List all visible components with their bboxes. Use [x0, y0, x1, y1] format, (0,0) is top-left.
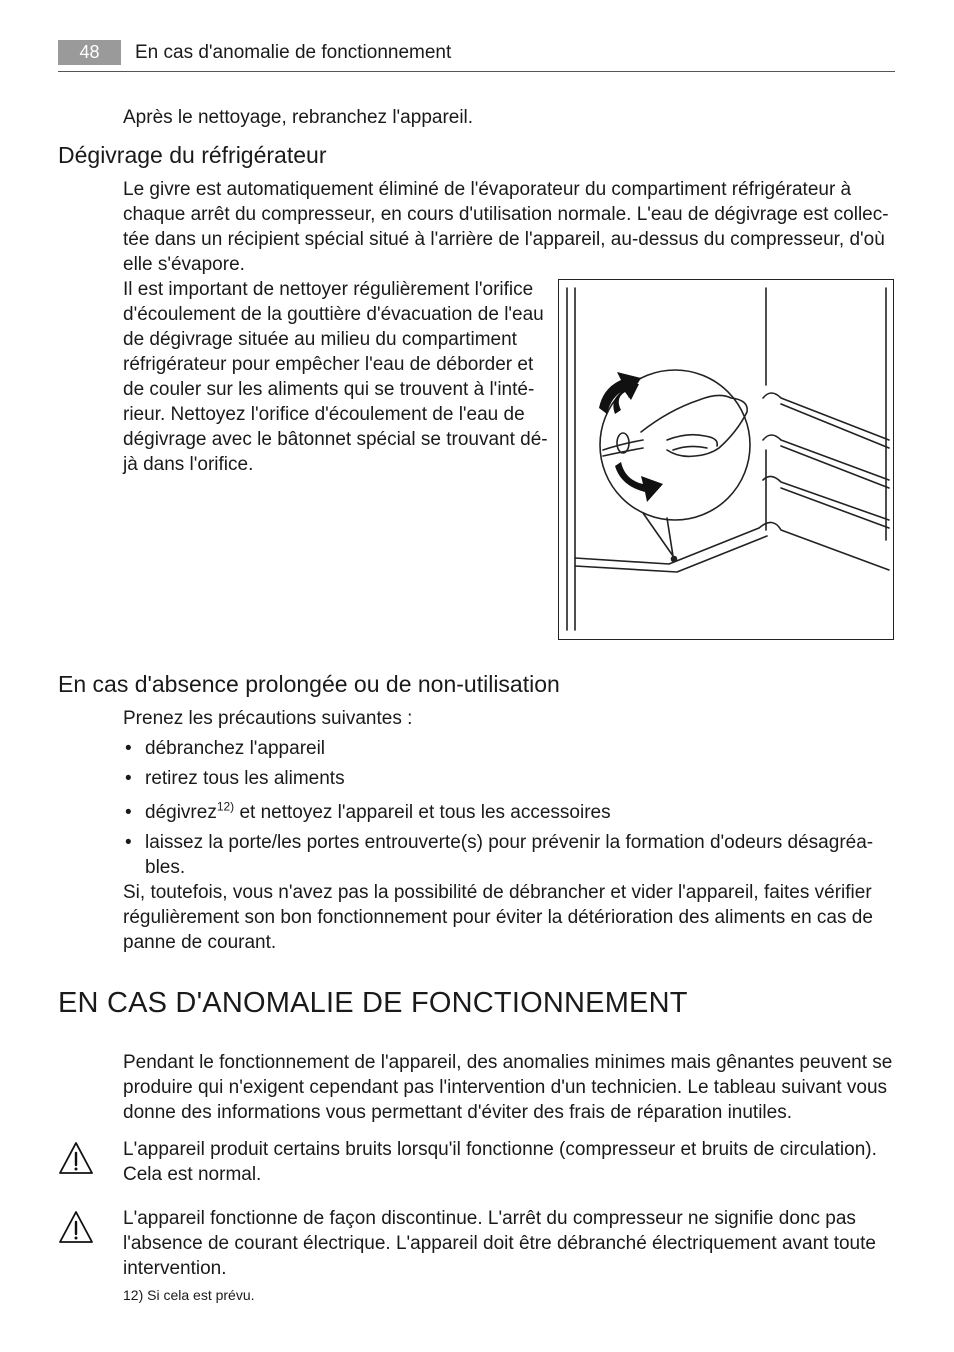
footnote-reference: 12) [216, 799, 235, 814]
text-line: L'appareil produit certains bruits lorsqu'il fonctionne (compresseur et bruits de circulation). [123, 1139, 877, 1160]
list-item-text: laissez la porte/les portes entrouverte(s) pour prévenir la formation d'odeurs désagréa- [145, 832, 874, 853]
page-number: 48 [58, 40, 121, 65]
text-line: rieur. Nettoyez l'orifice d'écoulement de l'eau de [123, 404, 525, 425]
list-item-text: retirez tous les aliments [145, 768, 345, 789]
text-line: Cela est normal. [123, 1164, 262, 1185]
list-item-text: dégivrez [145, 802, 217, 823]
text-line: l'absence de courant électrique. L'appareil doit être débranché électriquement avant toute [123, 1233, 876, 1254]
text-line: Le givre est automatiquement éliminé de l'évaporateur du compartiment réfrigérateur à [123, 179, 852, 200]
text-line: d'écoulement de la gouttière d'évacuation de l'eau [123, 304, 544, 325]
text-line: elle s'évapore. [123, 254, 245, 275]
text-line: L'appareil fonctionne de façon discontinue. L'arrêt du compresseur ne signifie donc pas [123, 1208, 856, 1229]
defrost-drain-illustration [558, 279, 894, 640]
list-item-text: débranchez l'appareil [145, 738, 326, 759]
footnote: 12) Si cela est prévu. [123, 1287, 255, 1303]
text-line: Il est important de nettoyer régulièrement l'orifice [123, 279, 534, 300]
warning-triangle-icon [57, 1140, 95, 1176]
text-line: de dégivrage située au milieu du compartiment [123, 329, 517, 350]
text-line: dégivrage avec le bâtonnet spécial se trouvant dé- [123, 429, 548, 450]
warning-note-noise [123, 1137, 898, 1187]
text-line: Si, toutefois, vous n'avez pas la possibilité de débrancher et vider l'appareil, faites vérifier [123, 882, 872, 903]
text-line: chaque arrêt du compresseur, en cours d'utilisation normale. L'eau de dégivrage est collec- [123, 204, 889, 225]
text-line: panne de courant. [123, 932, 277, 953]
text-line: tée dans un récipient spécial situé à l'arrière de l'appareil, au-dessus du compresseur, d'où [123, 229, 885, 250]
precautions-list [123, 736, 893, 880]
text-line: donne des informations vous permettant d'éviter des frais de réparation inutiles. [123, 1102, 792, 1123]
text-line: de couler sur les aliments qui se trouvent à l'inté- [123, 379, 535, 400]
bullet-dot: • [125, 802, 132, 823]
bullet-dot: • [125, 832, 132, 853]
absence-closing-paragraph [123, 880, 893, 955]
list-item [123, 766, 893, 796]
absence-lead: Prenez les précautions suivantes : [123, 708, 413, 729]
defrost-paragraph-2 [123, 277, 553, 477]
bullet-dot: • [125, 738, 132, 759]
text-line: régulièrement son bon fonctionnement pour éviter la détérioration des aliments en cas de [123, 907, 873, 928]
section-heading-absence: En cas d'absence prolongée ou de non-utilisation [58, 671, 560, 697]
chapter-heading: EN CAS D'ANOMALIE DE FONCTIONNEMENT [58, 987, 688, 1019]
text-line: Pendant le fonctionnement de l'appareil, des anomalies minimes mais gênantes peuvent se [123, 1052, 893, 1073]
list-item-text-line2: bles. [145, 857, 186, 878]
warning-triangle-icon [57, 1209, 95, 1245]
header-divider [58, 71, 895, 72]
section-heading-defrost: Dégivrage du réfrigérateur [58, 142, 327, 168]
warning-note-discontinuous [123, 1206, 898, 1281]
malfunction-intro [123, 1050, 898, 1125]
running-header-title: En cas d'anomalie de fonctionnement [135, 42, 452, 63]
list-item [123, 736, 893, 766]
text-line: réfrigérateur pour empêcher l'eau de déborder et [123, 354, 534, 375]
intro-line: Après le nettoyage, rebranchez l'appareil. [123, 107, 474, 128]
bullet-dot: • [125, 768, 132, 789]
list-item-text-continued: et nettoyez l'appareil et tous les accessoires [234, 802, 611, 823]
fridge-drain-drawing [559, 280, 893, 639]
text-line: produire qui n'exigent cependant pas l'intervention d'un technicien. Le tableau suivant vous [123, 1077, 888, 1098]
text-line: intervention. [123, 1258, 227, 1279]
text-line: jà dans l'orifice. [123, 454, 254, 475]
defrost-paragraph-1 [123, 177, 893, 277]
list-item [123, 830, 893, 880]
list-item [123, 796, 893, 830]
